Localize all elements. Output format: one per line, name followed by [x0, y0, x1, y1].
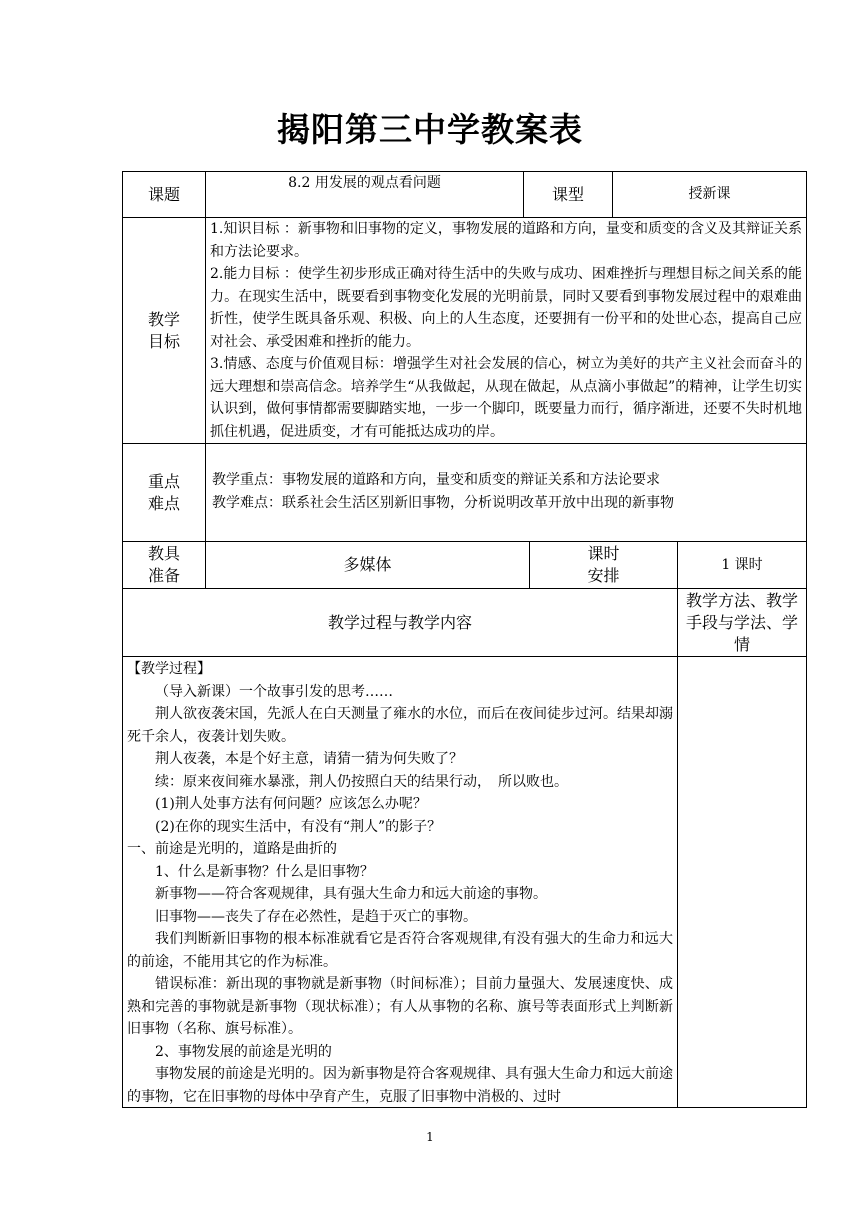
type-label: 课型: [551, 184, 584, 204]
topic-value: 8.2 用发展的观点看问题: [288, 175, 441, 191]
process-line: (1)荆人处事方法有何问题？应该怎么办呢？: [155, 796, 427, 812]
objective-emotion: 3.情感、态度与价值观目标：增强学生对社会发展的信心，树立为美好的共产主义社会而奋斗的远大理想和崇高信念。培养学生“从我做起，从现在做起，从点滴小事做起”的精神，让学生切实认识到，做何事情都需要脚踏实地，一步一个脚印，既要量力而行，循序渐进，还要不失时机地抓住机遇，促进质变，才有可能抵达成功的岸。: [210, 356, 802, 440]
time-label: 课时安排: [587, 544, 620, 585]
process-content: [127, 658, 673, 1106]
objectives-content: [210, 218, 802, 443]
time-value: 1 课时: [721, 556, 763, 573]
process-methods-cell: [678, 657, 806, 1107]
key-points-content: [212, 469, 802, 519]
process-line: （导入新课）一个故事引发的思考……: [155, 683, 393, 700]
process-line: 事物发展的前途是光明的。因为新事物是符合客观规律、具有强大生命力和远大前途的事物，它在旧事物的母体中孕育产生，克服了旧事物中消极的、过时: [127, 1066, 673, 1105]
process-line: 【教学过程】: [127, 661, 211, 677]
difficult-point: 教学难点：联系社会生活区别新旧事物，分析说明改革开放中出现的新事物: [212, 494, 674, 511]
page-number: 1: [426, 1130, 434, 1144]
process-line: 2、事物发展的前途是光明的: [155, 1043, 332, 1060]
key-point: 教学重点：事物发展的道路和方向，量变和质变的辩证关系和方法论要求: [212, 472, 660, 488]
topic-label: 课题: [147, 184, 180, 204]
key-points-label: 重点难点: [148, 471, 181, 513]
process-line: 错误标准：新出现的事物就是新事物（时间标准）；目前力量强大、发展速度快、成熟和完善的事物就是新事物（现状标准）；有人从事物的名称、旗号等表面形式上判断新旧事物（名称、旗号标准）。: [127, 976, 673, 1037]
process-line: 一、前途是光明的，道路是曲折的: [127, 841, 337, 857]
tools-value: 多媒体: [343, 555, 392, 574]
process-line: 我们判断新旧事物的根本标准就看它是否符合客观规律,有没有强大的生命力和远大的前途，不能用其它的作为标准。: [127, 931, 673, 970]
process-line: (2)在你的现实生活中，有没有“荆人”的影子？: [155, 818, 442, 835]
tools-label: 教具准备: [148, 544, 181, 585]
process-line: 新事物——符合客观规律，具有强大生命力和远大前途的事物。: [155, 886, 547, 902]
page-title: 揭阳第三中学教案表: [277, 110, 583, 149]
objective-ability: 2.能力目标 ：使学生初步形成正确对待生活中的失败与成功、困难挫折与理想目标之间关系的能力。在现实生活中，既要看到事物变化发展的光明前景，同时又要看到事物发展过程中的艰难曲折性，使学生既具备乐观、积极、向上的人生态度，还要拥有一份平和的处世心态，提高自己应对社会、承受困难和挫折的能力。: [210, 266, 802, 350]
process-methods-header: 教学方法、教学手段与学法、学情: [685, 590, 798, 654]
process-content-header: 教学过程与教学内容: [327, 612, 472, 632]
process-line: 荆人夜袭，本是个好主意，请猜一猜为何失败了？: [155, 751, 463, 767]
process-line: 旧事物——丧失了存在必然性，是趋于灭亡的事物。: [155, 908, 477, 925]
type-value: 授新课: [688, 186, 731, 203]
process-line: 1、什么是新事物？什么是旧事物？: [155, 863, 374, 880]
process-line: 续：原来夜间雍水暴涨，荆人仍按照白天的结果行动， 所以败也。: [155, 773, 568, 790]
objective-knowledge: 1.知识目标 ：新事物和旧事物的定义，事物发展的道路和方向，量变和质变的含义及其辩证关系和方法论要求。: [210, 221, 802, 260]
objectives-label: 教学目标: [148, 309, 181, 351]
process-line: 荆人欲夜袭宋国，先派人在白天测量了雍水的水位，而后在夜间徒步过河。结果却溺死千余人，夜袭计划失败。: [127, 706, 673, 745]
